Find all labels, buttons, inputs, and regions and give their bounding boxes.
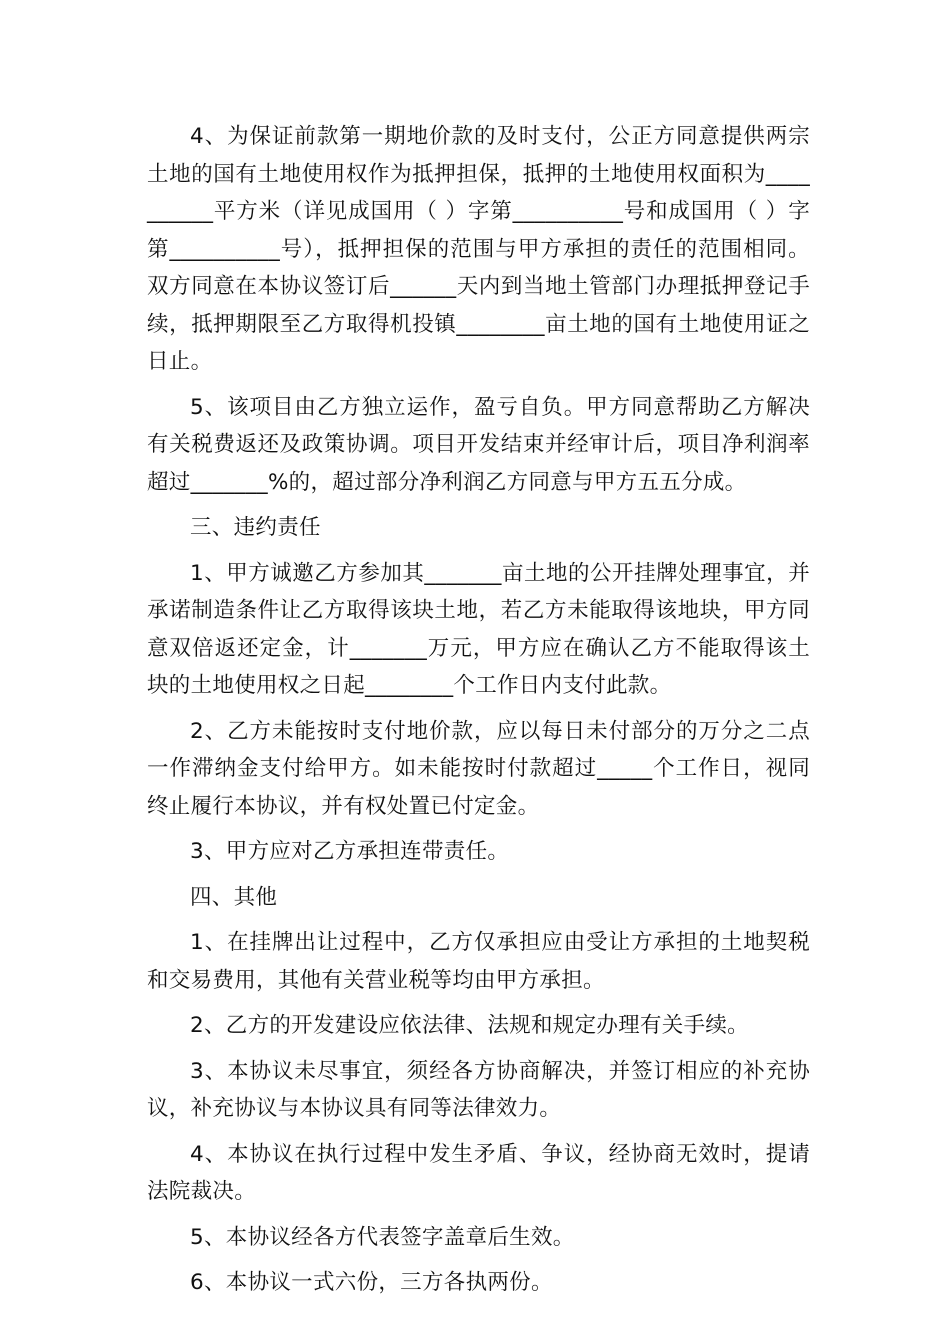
paragraph-other-6: 6、本协议一式六份，三方各执两份。: [190, 1270, 553, 1295]
section-heading-other: 四、其他: [190, 884, 278, 910]
paragraph-breach-3: 3、甲方应对乙方承担连带责任。: [190, 839, 510, 864]
paragraph-other-5: 5、本协议经各方代表签字盖章后生效。: [190, 1224, 575, 1250]
paragraph-other-4: 4、本协议在执行过程中发生矛盾、争议，经协商无效时，提请法院裁决。: [147, 1141, 810, 1204]
paragraph-other-1: 1、在挂牌出让过程中，乙方仅承担应由受让方承担的土地契税和交易费用，其他有关营业税等均由甲方承担。: [147, 930, 810, 993]
paragraph-breach-1: 1、甲方诚邀乙方参加其_______亩土地的公开挂牌处理事宜，并承诺制造条件让乙方取得该块土地，若乙方未能取得该地块，甲方同意双倍返还定金，计_______万元，甲方应在确认乙方不能取得该土块的土地使用权之日起________个工作日内支付此款。: [147, 560, 810, 698]
paragraph-other-2: 2、乙方的开发建设应依法律、法规和规定办理有关手续。: [190, 1013, 749, 1038]
paragraph-other-3: 3、本协议未尽事宜，须经各方协商解决，并签订相应的补充协议，补充协议与本协议具有同等法律效力。: [147, 1058, 810, 1121]
paragraph-project-operation: 5、该项目由乙方独立运作，盈亏自负。甲方同意帮助乙方解决有关税费返还及政策协调。项目开发结束并经审计后，项目净利润率超过_______%的，超过部分净利润乙方同意与甲方五五分成。: [147, 394, 810, 495]
paragraph-pledge-clause: 4、为保证前款第一期地价款的及时支付，公正方同意提供两宗土地的国有土地使用权作为抵押担保，抵押的土地使用权面积为__________平方米（详见成国用（ ）字第__________号和成国用（ ）字第__________号），抵押担保的范围与甲方承担的责任的范围相同。双方同意在本协议签订后______天内到当地土管部门办理抵押登记手续，抵押期限至乙方取得机投镇________亩土地的国有土地使用证之日止。: [147, 124, 810, 374]
section-heading-breach-liability: 三、违约责任: [190, 515, 321, 540]
paragraph-breach-2: 2、乙方未能按时支付地价款，应以每日未付部分的万分之二点一作滞纳金支付给甲方。如未能按时付款超过_____个工作日，视同终止履行本协议，并有权处置已付定金。: [147, 718, 810, 819]
